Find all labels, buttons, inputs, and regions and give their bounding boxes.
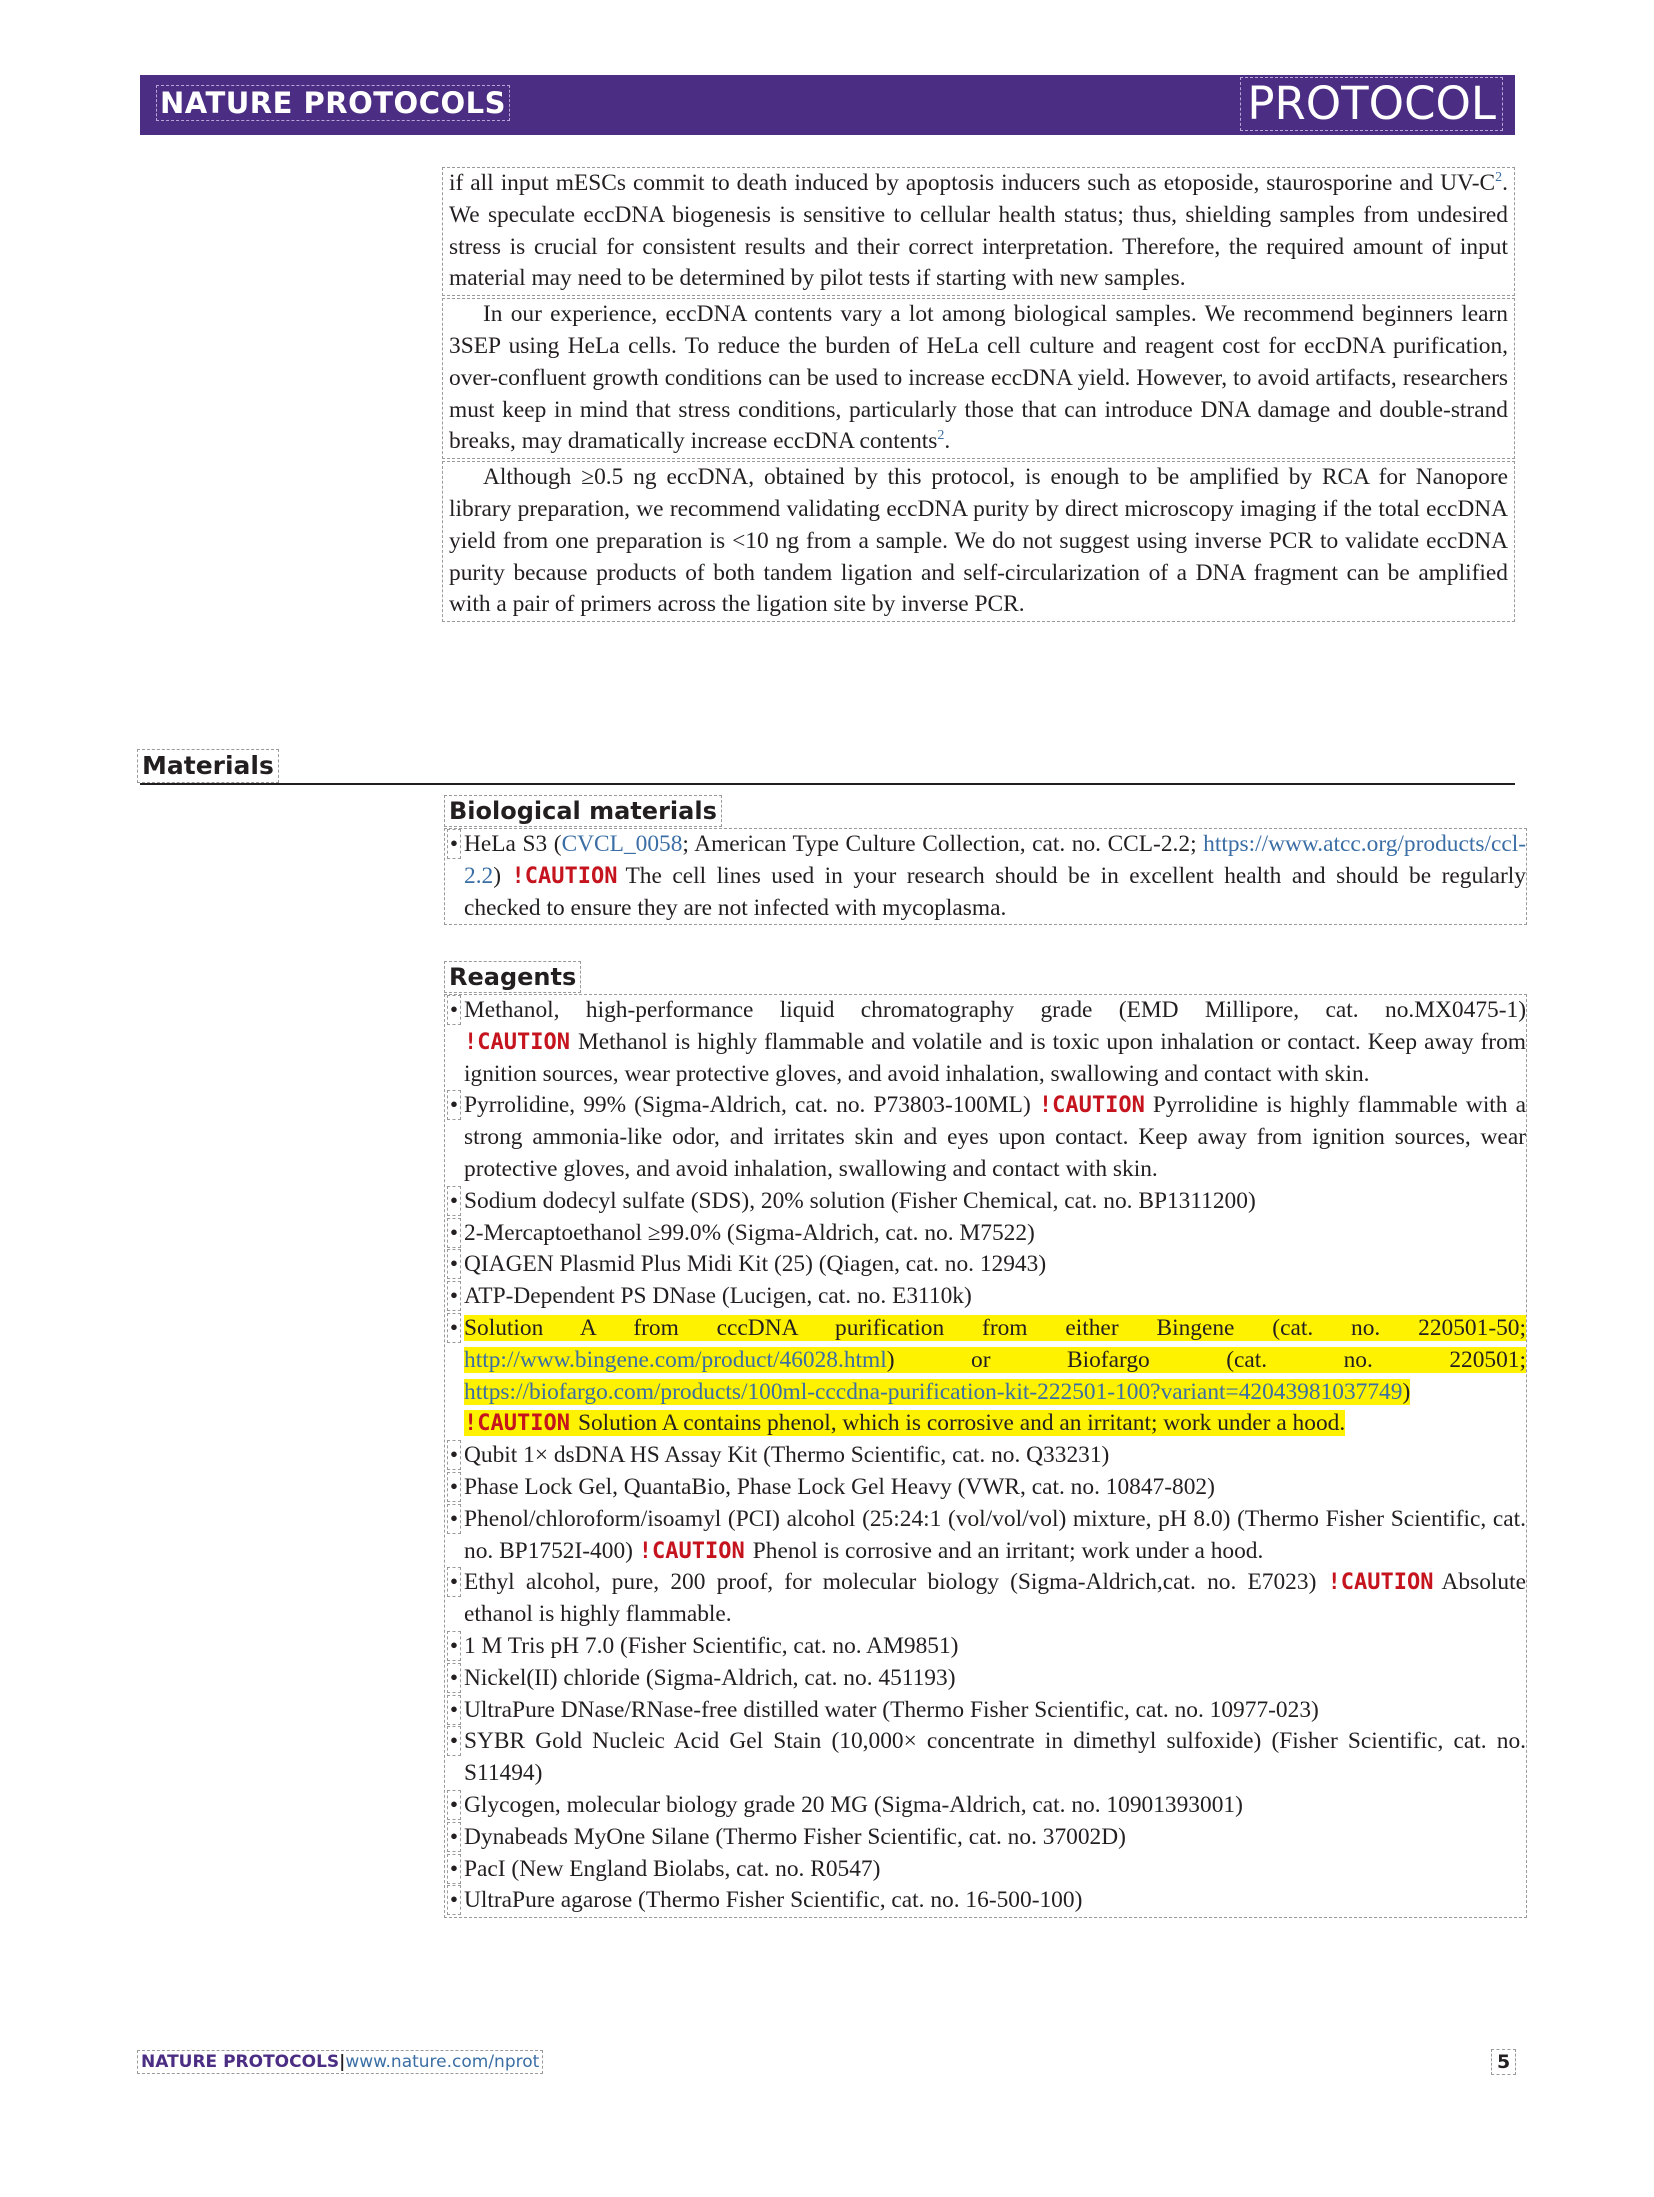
item-text: [464, 1474, 1215, 1500]
text-run: Dynabeads MyOne Silane (Thermo Fisher Scientific, cat. no. 37002D): [464, 1823, 1126, 1850]
text-run: ; American Type Culture Collection, cat. no. CCL-2.2;: [682, 831, 1204, 857]
text-run: if all input mESCs commit to death induced by apoptosis inducers such as etoposide, staurosporine and UV-C: [449, 170, 1496, 196]
text-run: Absolute ethanol is highly flammable.: [464, 1569, 1526, 1628]
bullet-icon: •: [447, 1885, 461, 1915]
bullet-icon: •: [447, 1790, 461, 1820]
caution-label: !CAUTION: [464, 1411, 570, 1437]
list-item: [445, 1663, 1526, 1695]
item-text: [464, 1697, 1319, 1723]
text-run: 1 M Tris pH 7.0 (Fisher Scientific, cat. no. AM9851): [464, 1632, 959, 1659]
text-run: Pyrrolidine is highly flammable with a strong ammonia-like odor, and irritates skin and eyes upon contact. Keep away from ignition sources, wear protective gloves, and avoid inhalation, swallowing and contact with skin.: [464, 1092, 1526, 1182]
footer-url-link[interactable]: www.nature.com/nprot: [345, 2052, 540, 2072]
item-text: [464, 1856, 880, 1882]
list-item: [445, 1885, 1526, 1917]
caution-label: !CAUTION: [1038, 1093, 1145, 1119]
bullet-icon: •: [447, 1218, 461, 1248]
list-item: [445, 995, 1526, 1090]
hyperlink[interactable]: CVCL_0058: [561, 831, 683, 857]
list-item: [445, 1822, 1526, 1854]
bullet-icon: •: [447, 995, 461, 1025]
item-text: [464, 1633, 958, 1659]
text-run: UltraPure DNase/RNase-free distilled water (Thermo Fisher Scientific, cat. no. 10977-023): [464, 1696, 1319, 1723]
text-run: 2-Mercaptoethanol ≥99.0% (Sigma-Aldrich, cat. no. M7522): [464, 1219, 1035, 1246]
list-item: [445, 1567, 1526, 1631]
text-run: Pyrrolidine, 99% (Sigma-Aldrich, cat. no. P73803-100ML): [464, 1092, 1039, 1119]
bullet-icon: •: [447, 1313, 461, 1343]
item-text: [464, 831, 1526, 921]
text-run: SYBR Gold Nucleic Acid Gel Stain (10,000× concentrate in dimethyl sulfoxide) (Fisher Scientific, cat. no. S11494): [464, 1728, 1526, 1787]
bullet-icon: •: [447, 1186, 461, 1216]
item-text: [464, 1569, 1526, 1627]
list-item: [445, 1790, 1526, 1822]
list-item: [445, 1695, 1526, 1727]
text-run: ) or Biofargo (cat. no. 220501;: [886, 1346, 1526, 1373]
list-item: [445, 1090, 1526, 1185]
text-run: Nickel(II) chloride (Sigma-Aldrich, cat. no. 451193): [464, 1664, 956, 1691]
footer-citation: [137, 2050, 543, 2074]
list-item: [445, 1504, 1526, 1568]
hyperlink[interactable]: https://www.atcc.org/products/ccl-2.2: [464, 831, 1526, 889]
text-run: Solution A contains phenol, which is corrosive and an irritant; work under a hood.: [577, 1410, 1346, 1437]
reference-superscript[interactable]: 2: [1495, 170, 1503, 186]
text-run: ATP-Dependent PS DNase (Lucigen, cat. no. E3110k): [464, 1283, 972, 1310]
reference-superscript[interactable]: 2: [937, 428, 945, 444]
section-title-materials: Materials: [137, 749, 279, 783]
subheading-biological-materials: Biological materials: [444, 795, 722, 827]
article-type: PROTOCOL: [1240, 77, 1503, 131]
text-run: Phenol is corrosive and an irritant; work under a hood.: [752, 1537, 1264, 1564]
caution-label: !CAUTION: [511, 863, 618, 889]
text-run: Sodium dodecyl sulfate (SDS), 20% solution (Fisher Chemical, cat. no. BP1311200): [464, 1187, 1256, 1214]
item-text: [464, 1442, 1109, 1468]
bullet-icon: •: [447, 1631, 461, 1661]
text-run: The cell lines used in your research should be in excellent health and should be regularly checked to ensure they are not infected with mycoplasma.: [464, 862, 1527, 921]
bullet-icon: •: [447, 1695, 461, 1725]
list-item: [445, 1218, 1526, 1250]
text-run: Glycogen, molecular biology grade 20 MG (Sigma-Aldrich, cat. no. 10901393001): [464, 1791, 1243, 1818]
body-paragraph: [442, 461, 1515, 622]
list-item: [445, 1249, 1526, 1281]
text-run: Phase Lock Gel, QuantaBio, Phase Lock Gel Heavy (VWR, cat. no. 10847-802): [464, 1473, 1215, 1500]
caution-label: !CAUTION: [638, 1538, 745, 1564]
list-item: [445, 1281, 1526, 1313]
list-item: [445, 829, 1526, 924]
item-text: [464, 1665, 955, 1691]
section-rule: [140, 783, 1515, 785]
hyperlink[interactable]: http://www.bingene.com/product/46028.html: [464, 1346, 887, 1373]
page-number: 5: [1491, 2049, 1516, 2075]
item-text: [464, 1092, 1526, 1182]
reagents-list: [444, 994, 1527, 1918]
bullet-icon: •: [447, 1822, 461, 1852]
item-text: [464, 997, 1526, 1087]
text-run: QIAGEN Plasmid Plus Midi Kit (25) (Qiagen, cat. no. 12943): [464, 1251, 1047, 1278]
text-run: .: [944, 428, 951, 455]
text-run: ): [1402, 1378, 1411, 1405]
body-paragraph: [442, 167, 1515, 296]
bullet-icon: •: [447, 1090, 461, 1120]
text-run: Solution A from cccDNA purification from either Bingene (cat. no. 220501-50;: [464, 1314, 1526, 1341]
highlighted-item-text: [464, 1315, 1526, 1436]
text-run: In our experience, eccDNA contents vary a lot among biological samples. We recommend beginners learn 3SEP using HeLa cells. To reduce the burden of HeLa cell culture and reagent cost for eccDNA purification, over-confluent growth conditions can be used to increase eccDNA yield. However, to avoid artifacts, researchers must keep in mind that stress conditions, particularly those that can introduce DNA damage and double-strand breaks, may dramatically increase eccDNA contents: [449, 301, 1508, 455]
body-paragraph: [442, 298, 1515, 459]
text-run: UltraPure agarose (Thermo Fisher Scientific, cat. no. 16-500-100): [464, 1887, 1083, 1914]
list-item: [445, 1631, 1526, 1663]
item-text: [464, 1251, 1046, 1277]
list-item: [445, 1440, 1526, 1472]
item-text: [464, 1792, 1243, 1818]
list-item: [445, 1472, 1526, 1504]
caution-label: !CAUTION: [1327, 1570, 1434, 1596]
biological-materials-list: [444, 828, 1527, 925]
item-text: [464, 1887, 1082, 1913]
item-text: [464, 1728, 1526, 1786]
text-run: Methanol is highly flammable and volatile and is toxic upon inhalation or contact. Keep away from ignition sources, wear protective gloves, and avoid inhalation, swallowing and contact with skin.: [464, 1028, 1526, 1087]
bullet-icon: •: [447, 1504, 461, 1534]
text-run: HeLa S3 (: [464, 831, 562, 857]
list-item: [445, 1726, 1526, 1790]
bullet-icon: •: [447, 1249, 461, 1279]
text-run: Methanol, high-performance liquid chromatography grade (EMD Millipore, cat. no.MX0475-1): [464, 997, 1526, 1023]
footer-journal: NATURE PROTOCOLS: [141, 2052, 340, 2072]
caution-label: !CAUTION: [464, 1029, 570, 1055]
item-text: [464, 1283, 972, 1309]
bullet-icon: •: [447, 1726, 461, 1756]
text-run: PacI (New England Biolabs, cat. no. R0547): [464, 1855, 881, 1882]
list-item: [445, 1186, 1526, 1218]
bullet-icon: •: [447, 1567, 461, 1597]
hyperlink[interactable]: https://biofargo.com/products/100ml-cccdna-purification-kit-222501-100?variant=42043981037749: [464, 1378, 1403, 1405]
item-text: [464, 1506, 1526, 1564]
bullet-icon: •: [447, 1854, 461, 1884]
text-run: . We speculate eccDNA biogenesis is sensitive to cellular health status; thus, shielding samples from undesired stress is crucial for consistent results and their correct interpretation. Therefore, the required amount of input material may need to be determined by pilot tests if starting with new samples.: [449, 170, 1508, 292]
list-item: [445, 1313, 1526, 1440]
text-run: Qubit 1× dsDNA HS Assay Kit (Thermo Scientific, cat. no. Q33231): [464, 1442, 1110, 1469]
item-text: [464, 1824, 1126, 1850]
journal-name: NATURE PROTOCOLS: [156, 85, 510, 121]
text-run: Although ≥0.5 ng eccDNA, obtained by this protocol, is enough to be amplified by RCA for Nanopore library preparation, we recommend validating eccDNA purity by direct microscopy imaging if the total eccDNA yield from one preparation is <10 ng from a sample. We do not suggest using inverse PCR to validate eccDNA purity because products of both tandem ligation and self-circularization of a DNA fragment can be amplified with a pair of primers across the ligation site by inverse PCR.: [449, 464, 1508, 618]
bullet-icon: •: [447, 1472, 461, 1502]
list-item: [445, 1854, 1526, 1886]
text-run: Ethyl alcohol, pure, 200 proof, for molecular biology (Sigma-Aldrich,cat. no. E7023): [464, 1569, 1328, 1596]
journal-header-bar: [140, 75, 1515, 135]
bullet-icon: •: [447, 1440, 461, 1470]
text-run: Phenol/chloroform/isoamyl (PCI) alcohol (25:24:1 (vol/vol/vol) mixture, pH 8.0) (Thermo Fisher Scientific, cat. no. BP1752I-400): [464, 1505, 1526, 1564]
bullet-icon: •: [447, 829, 461, 859]
item-text: [464, 1188, 1256, 1214]
footer-separator: |: [339, 2052, 346, 2072]
item-text: [464, 1220, 1035, 1246]
text-run: ): [493, 862, 512, 889]
body-paragraphs: [442, 167, 1515, 622]
bullet-icon: •: [447, 1663, 461, 1693]
subheading-reagents: Reagents: [444, 961, 581, 993]
bullet-icon: •: [447, 1281, 461, 1311]
